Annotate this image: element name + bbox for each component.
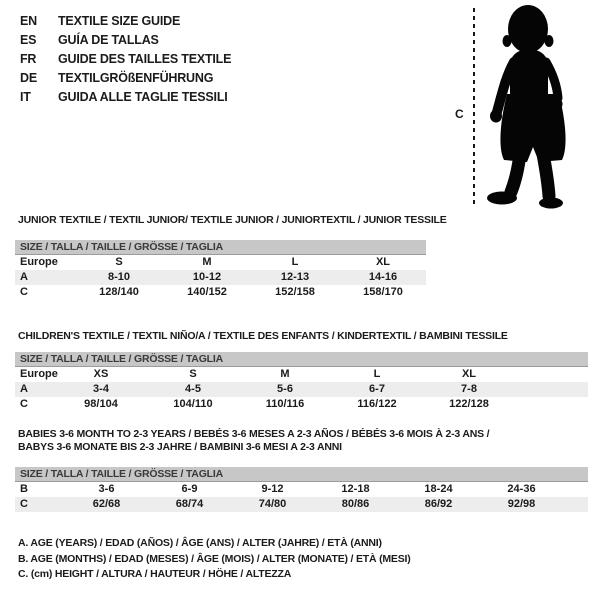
table-cell: 4-5 xyxy=(185,383,201,395)
table-cell: 10-12 xyxy=(192,271,222,283)
language-title: TEXTILE SIZE GUIDE xyxy=(58,14,181,28)
language-row-it xyxy=(20,88,231,107)
language-list xyxy=(20,12,231,107)
table-cell: 158/170 xyxy=(363,286,403,298)
toddler-silhouette-icon xyxy=(483,2,589,212)
table-cell: 7-8 xyxy=(461,383,477,395)
figure-label-c: C xyxy=(455,107,464,121)
table-cell: 24-36 xyxy=(507,483,536,495)
table-row-europe xyxy=(15,367,588,382)
table-size-header: SIZE / TALLA / TAILLE / GRÖSSE / TAGLIA xyxy=(15,352,588,367)
language-row-fr xyxy=(20,50,231,69)
legend-notes xyxy=(18,536,411,583)
size-table-junior xyxy=(15,240,426,300)
language-code: DE xyxy=(20,71,37,85)
note-a: A. AGE (YEARS) / EDAD (AÑOS) / ÂGE (ANS) / ALTER (JAHRE) / ETÀ (ANNI) xyxy=(18,537,382,549)
table-cell: XL xyxy=(461,368,477,380)
table-cell: 5-6 xyxy=(277,383,293,395)
table-cell: M xyxy=(280,368,290,380)
section-heading-babies xyxy=(18,428,498,454)
language-title: GUÍA DE TALLAS xyxy=(58,33,159,47)
table-cell: 12-18 xyxy=(341,483,370,495)
row-label: A xyxy=(20,383,28,395)
table-cell: 152/158 xyxy=(275,286,315,298)
language-title: GUIDE DES TAILLES TEXTILE xyxy=(58,52,232,66)
table-cell: 8-10 xyxy=(107,271,131,283)
section-heading-children: CHILDREN'S TEXTILE / TEXTIL NIÑO/A / TEXTILE DES ENFANTS / KINDERTEXTIL / BAMBINI TESSILE xyxy=(18,330,508,342)
table-cell: 18-24 xyxy=(424,483,453,495)
table-cell: L xyxy=(373,368,381,380)
language-code: EN xyxy=(20,14,37,28)
table-cell: 6-9 xyxy=(181,483,198,495)
table-cell: 80/86 xyxy=(341,498,370,510)
table-cell: 68/74 xyxy=(175,498,204,510)
row-label: A xyxy=(20,271,28,283)
size-table-children xyxy=(15,352,588,412)
table-cell: 140/152 xyxy=(187,286,227,298)
language-row-de xyxy=(20,69,231,88)
table-size-header: SIZE / TALLA / TAILLE / GRÖSSE / TAGLIA xyxy=(15,467,588,482)
language-code: FR xyxy=(20,52,37,66)
language-title: GUIDA ALLE TAGLIE TESSILI xyxy=(58,90,228,104)
table-cell: 128/140 xyxy=(99,286,139,298)
section-heading-junior: JUNIOR TEXTILE / TEXTIL JUNIOR/ TEXTILE JUNIOR / JUNIORTEXTIL / JUNIOR TESSILE xyxy=(18,214,447,226)
language-title: TEXTILGRÖßENFÜHRUNG xyxy=(58,71,214,85)
size-table-babies xyxy=(15,467,588,512)
row-label: C xyxy=(20,398,28,410)
table-cell: 92/98 xyxy=(507,498,536,510)
table-cell: 116/122 xyxy=(357,398,397,410)
table-cell: 9-12 xyxy=(261,483,284,495)
section-heading-babies-line2: BABYS 3-6 MONATE BIS 2-3 JAHRE / BAMBINI 3-6 MESI A 2-3 ANNI xyxy=(18,441,342,453)
table-cell: 3-6 xyxy=(98,483,115,495)
table-cell: 122/128 xyxy=(449,398,489,410)
height-measure-dashed-line xyxy=(473,8,475,206)
row-label: C xyxy=(20,498,28,510)
row-label: Europe xyxy=(20,256,58,268)
language-row-en xyxy=(20,12,231,31)
table-size-header: SIZE / TALLA / TAILLE / GRÖSSE / TAGLIA xyxy=(15,240,426,255)
table-cell: XL xyxy=(375,256,391,268)
table-row-c xyxy=(15,397,588,412)
language-code: IT xyxy=(20,90,31,104)
language-row-es xyxy=(20,31,231,50)
table-cell: XS xyxy=(93,368,109,380)
section-heading-babies-line1: BABIES 3-6 MONTH TO 2-3 YEARS / BEBÉS 3-6 MESES A 2-3 AÑOS / BÉBÉS 3-6 MOIS À 2-3 ANS / xyxy=(18,428,490,440)
table-cell: 104/110 xyxy=(173,398,213,410)
table-cell: 12-13 xyxy=(280,271,310,283)
table-cell: L xyxy=(291,256,299,268)
table-cell: M xyxy=(202,256,212,268)
table-row-c xyxy=(15,285,426,300)
table-row-europe xyxy=(15,255,426,270)
table-cell: 74/80 xyxy=(258,498,287,510)
row-label: Europe xyxy=(20,368,58,380)
table-row-a xyxy=(15,270,426,285)
table-cell: 3-4 xyxy=(93,383,109,395)
table-cell: 6-7 xyxy=(369,383,385,395)
table-cell: S xyxy=(189,368,197,380)
table-cell: S xyxy=(115,256,123,268)
table-cell: 110/116 xyxy=(265,398,305,410)
language-code: ES xyxy=(20,33,37,47)
table-row-c xyxy=(15,497,588,512)
row-label: B xyxy=(20,483,28,495)
table-cell: 62/68 xyxy=(92,498,121,510)
note-b: B. AGE (MONTHS) / EDAD (MESES) / ÂGE (MOIS) / ALTER (MONATE) / ETÀ (MESI) xyxy=(18,552,411,565)
table-cell: 14-16 xyxy=(368,271,398,283)
row-label: C xyxy=(20,286,28,298)
table-cell: 98/104 xyxy=(84,398,118,410)
note-c: C. (cm) HEIGHT / ALTURA / HAUTEUR / HÖHE / ALTEZZA xyxy=(18,568,292,580)
table-row-a xyxy=(15,382,588,397)
table-cell: 86/92 xyxy=(424,498,453,510)
table-row-b xyxy=(15,482,588,497)
